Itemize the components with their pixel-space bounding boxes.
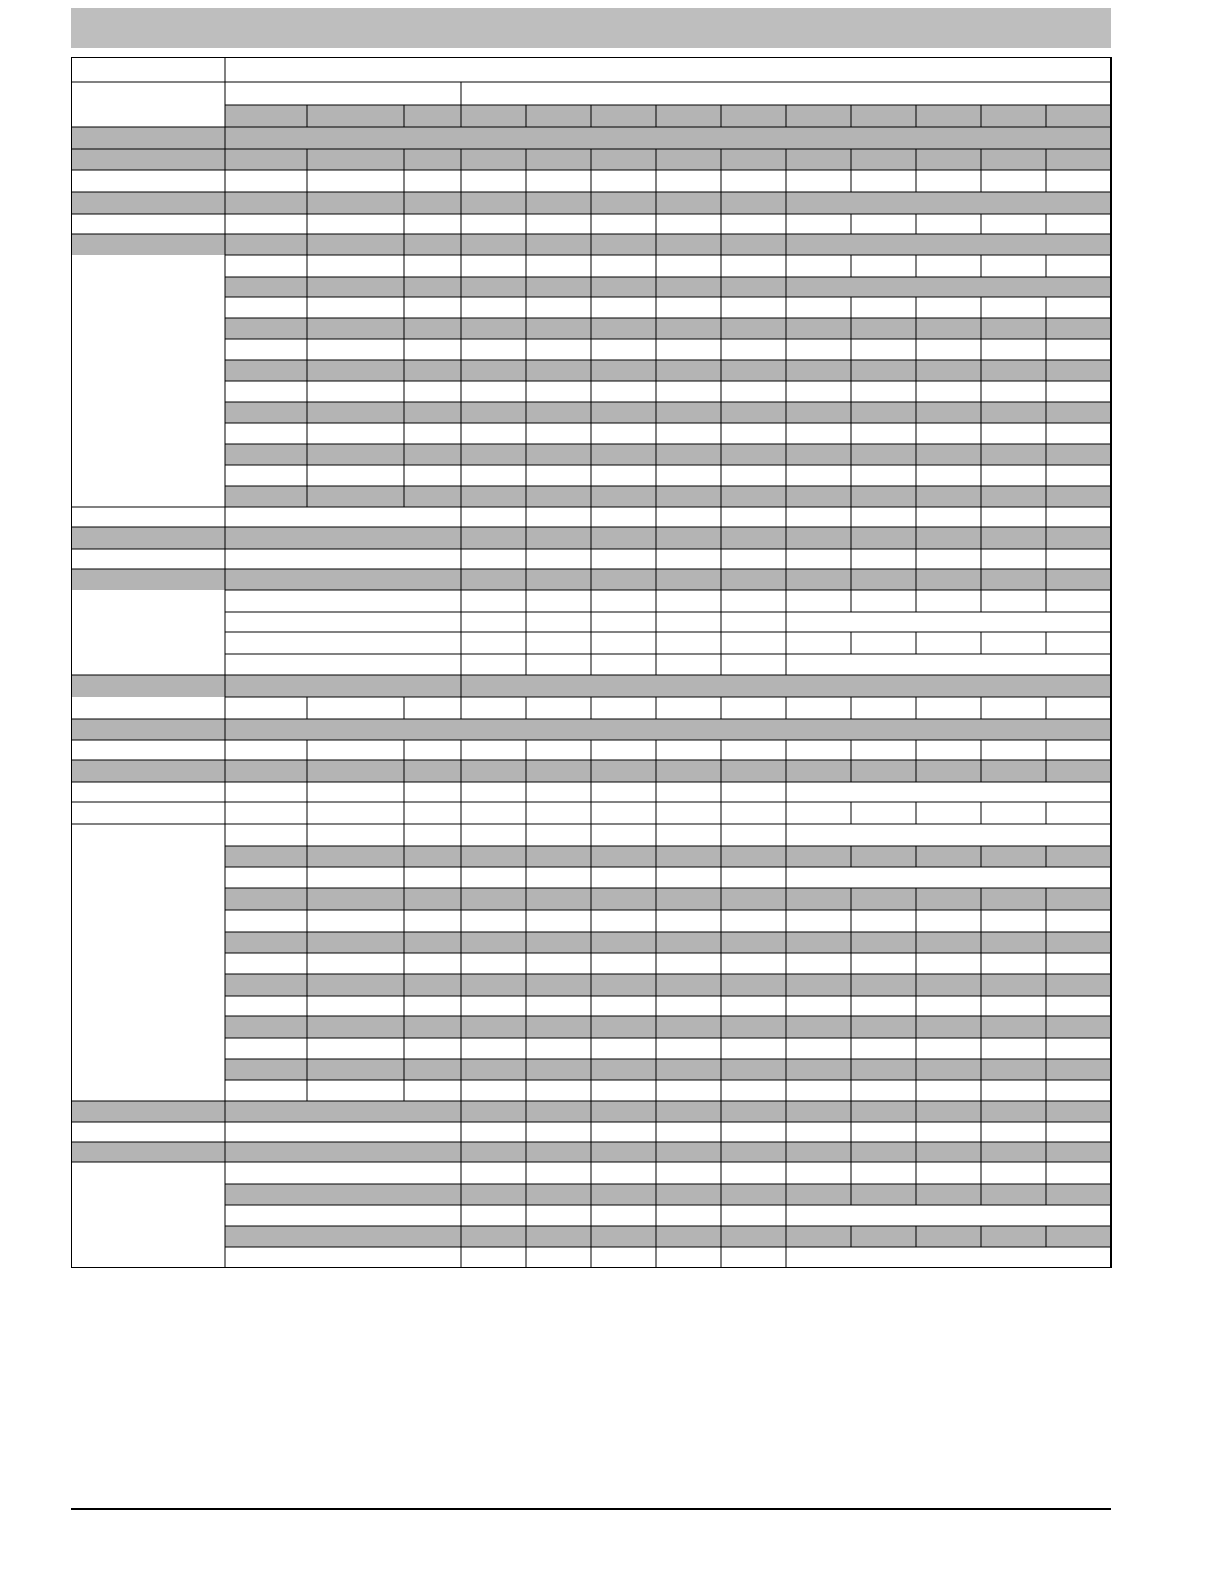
shaded-row [225, 974, 1111, 996]
shaded-row [225, 846, 1111, 867]
shaded-row [225, 1016, 1111, 1038]
shaded-row [225, 1226, 1111, 1247]
shaded-row [225, 360, 1111, 381]
section-band [71, 719, 1111, 740]
table-grid [71, 57, 1113, 1268]
shaded-row [225, 888, 1111, 910]
shaded-row [225, 318, 1111, 339]
shaded-row [225, 1184, 1111, 1205]
shaded-row [225, 932, 1111, 953]
footer-rule [71, 1508, 1111, 1510]
shaded-row [225, 402, 1111, 423]
shaded-row [225, 1059, 1111, 1080]
shaded-row [225, 486, 1111, 507]
shaded-row [71, 675, 1111, 697]
section-band [71, 127, 1111, 149]
shaded-row [225, 105, 1111, 127]
shaded-row [225, 444, 1111, 465]
shaded-row [225, 277, 1111, 297]
page-title-band [71, 8, 1111, 48]
specification-table [71, 57, 1113, 1268]
